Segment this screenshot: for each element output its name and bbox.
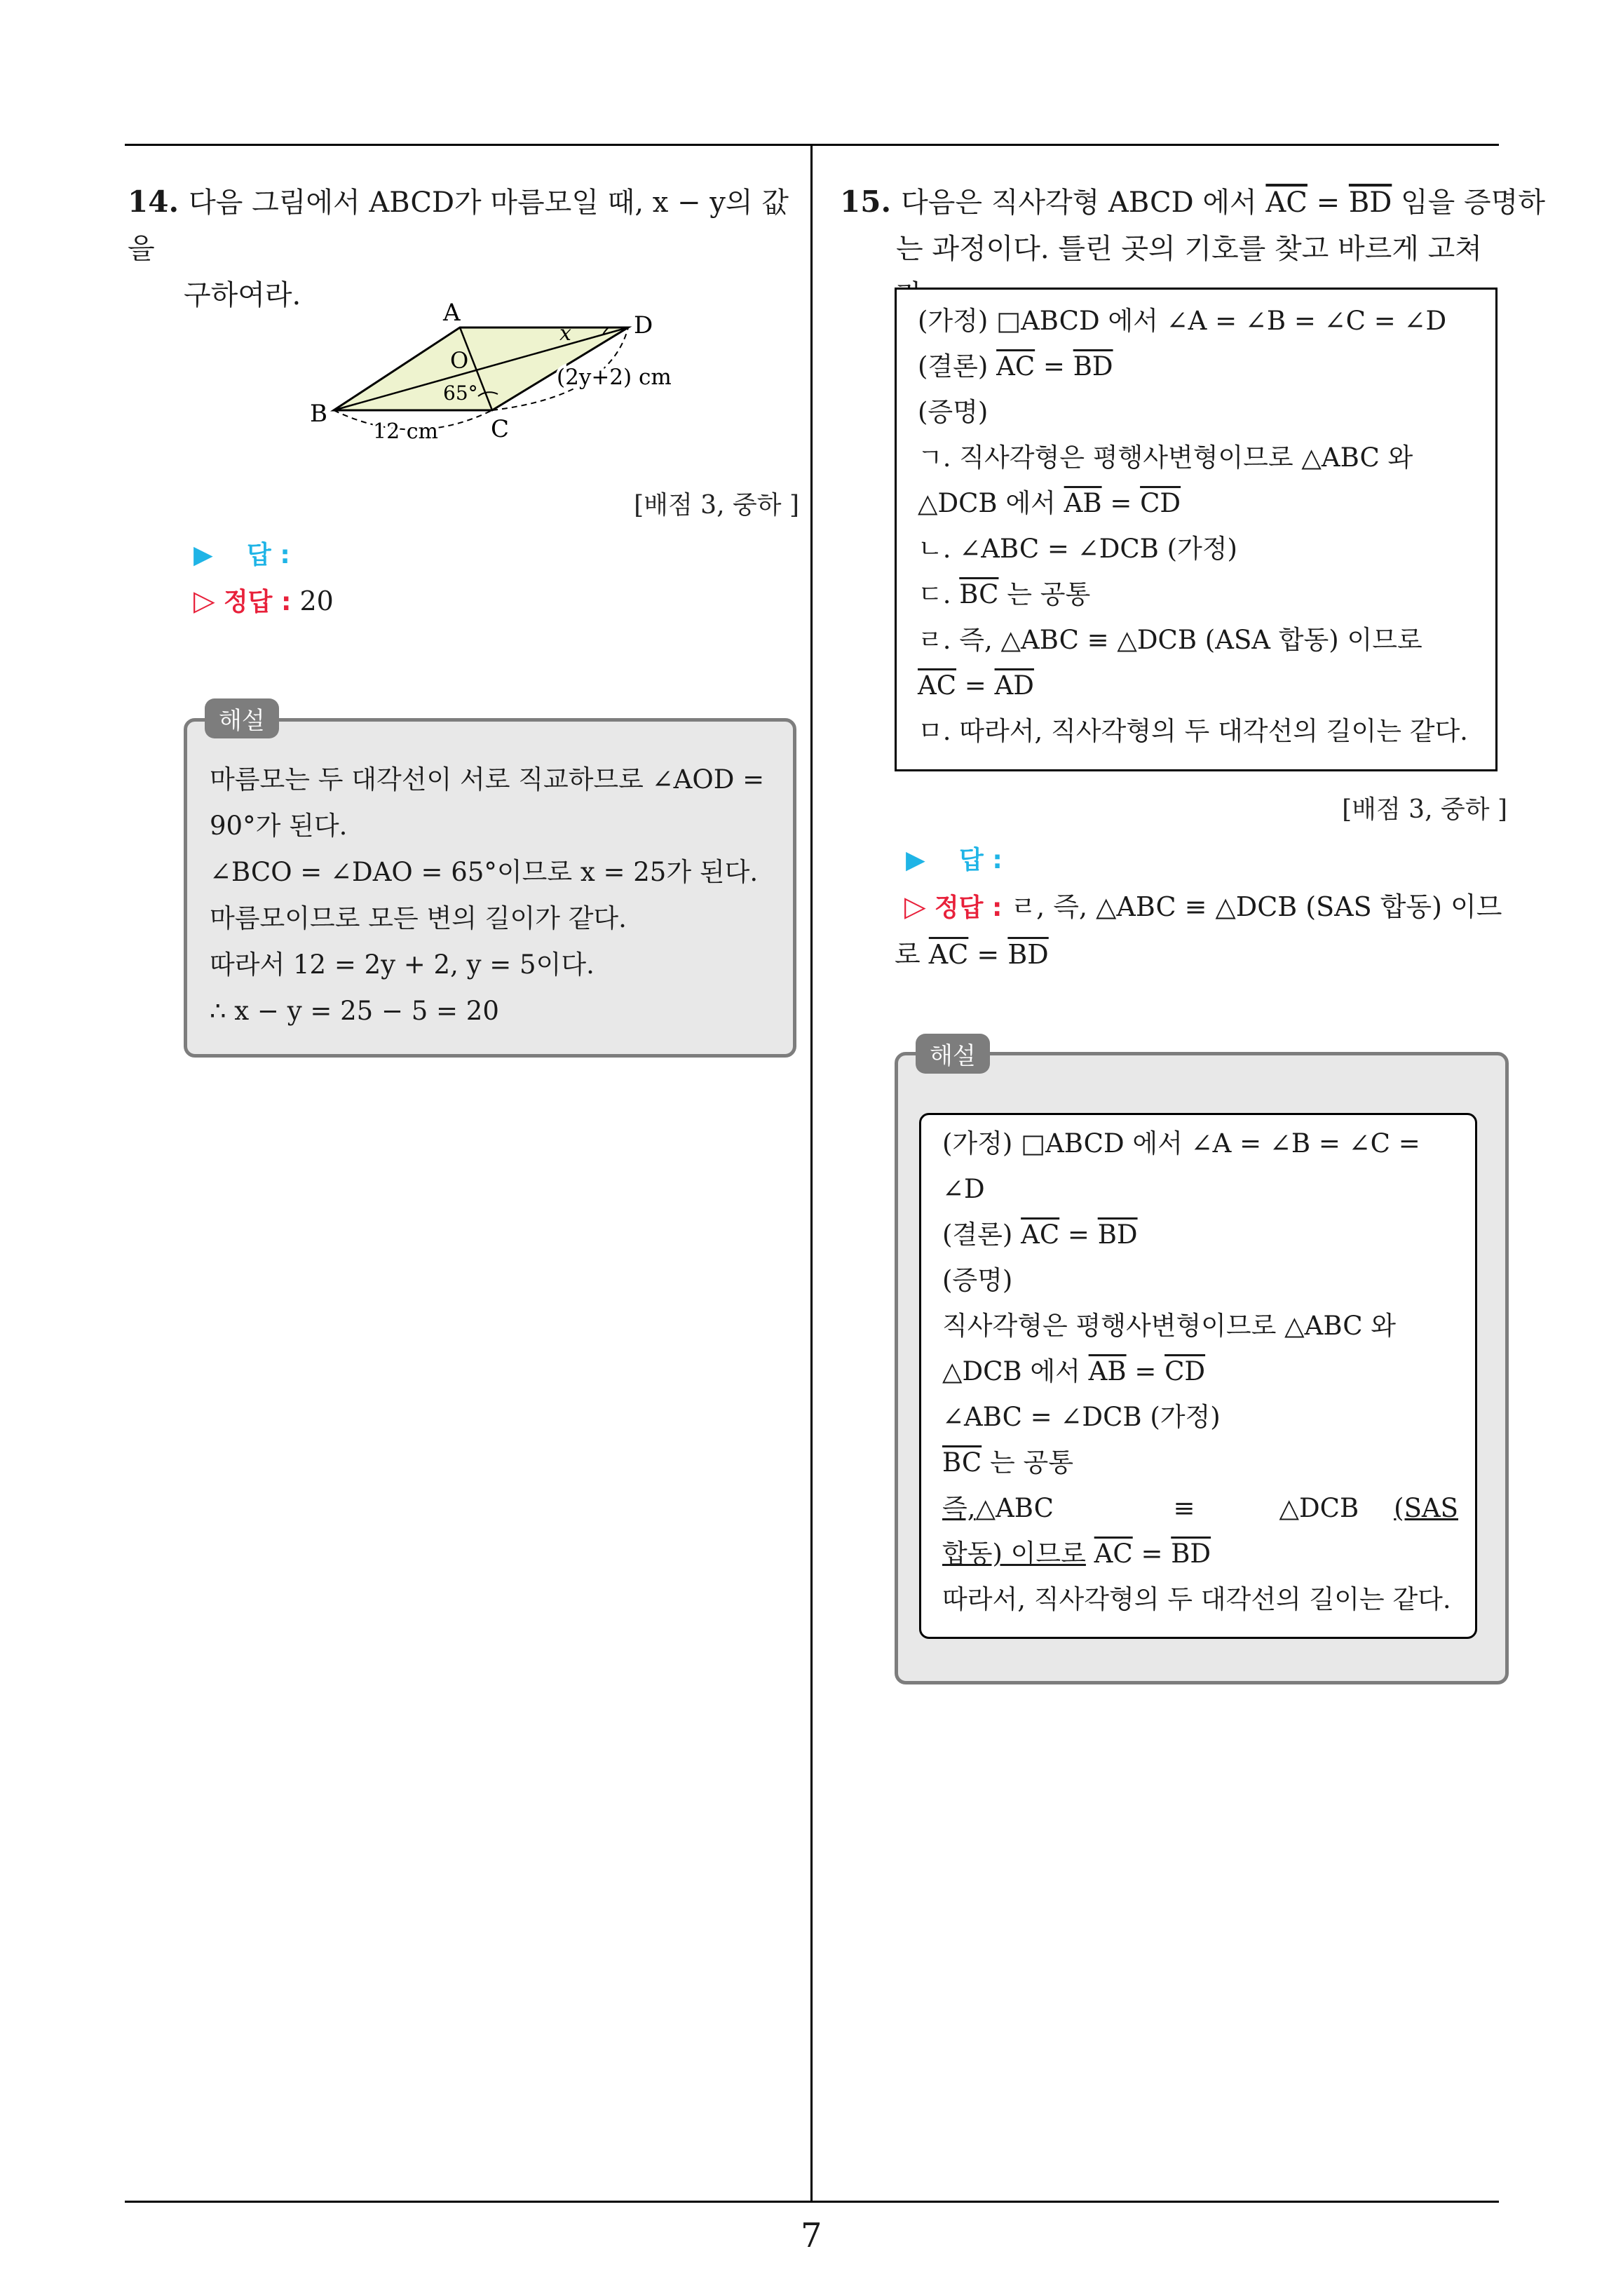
label-a: A [443, 299, 461, 327]
expl-proof-line: 합동) 이므로 $\overline{AC} = \overline{BD}$ [942, 1539, 1211, 1569]
expl-proof-line: (가정) □ABCD 에서 ∠A = ∠B = ∠C = [942, 1128, 1420, 1159]
page-number: 7 [801, 2216, 822, 2255]
q14-correct-row [193, 576, 334, 627]
q15-number: 15. [840, 184, 892, 219]
expl-proof-line: 직사각형은 평행사변형이므로 △ABC 와 [942, 1311, 1397, 1341]
q15-answer-row [906, 835, 1003, 885]
q14-expl-line: ∠BCO = ∠DAO = 65°이므로 x = 25가 된다. [210, 857, 759, 887]
expl-proof-line: 따라서, 직사각형의 두 대각선의 길이는 같다. [942, 1584, 1451, 1614]
q14-answer-row [193, 529, 290, 580]
q15-score: [배점 3, 중하 ] [1342, 795, 1507, 824]
expl-proof-line: (결론) $\overline{AC} = \overline{BD}$ [942, 1220, 1138, 1250]
proof-line: ㅁ. 따라서, 직사각형의 두 대각선의 길이는 같다. [918, 716, 1468, 746]
q14-expl-line: 마름모는 두 대각선이 서로 직교하므로 ∠AOD = [210, 764, 765, 795]
label-o: O [450, 347, 469, 374]
proof-line: (가정) □ABCD 에서 ∠A = ∠B = ∠C = ∠D [918, 306, 1447, 336]
q14-correct-value: 20 [299, 586, 334, 616]
expl-proof-line: ∠ABC = ∠DCB (가정) [942, 1402, 1221, 1432]
q15-proof-box [895, 288, 1498, 771]
correct-triangle-icon: ▷ [904, 891, 926, 923]
expl-proof-line: ∠D [942, 1174, 985, 1204]
q14-number: 14. [128, 184, 179, 219]
expl-proof-line: 즉, △ABC ≡ △DCB (SAS [942, 1493, 1458, 1523]
expl-proof-line: △DCB 에서 $\overline{AB} = \overline{CD}$ [942, 1356, 1206, 1386]
q15-correct-row [904, 882, 1502, 933]
q14-answer-label: 답 : [247, 541, 290, 569]
label-c: C [491, 415, 510, 443]
q15-explanation-inner-box [919, 1113, 1477, 1639]
bottom-rule [125, 2201, 1499, 2203]
q14-expl-line: 따라서 12 = 2y + 2, y = 5이다. [210, 950, 595, 980]
label-cd-length: (2y+2) cm [557, 365, 672, 390]
q14-expl-line: 90°가 된다. [210, 811, 348, 841]
q15-correct-label: 정답 : [934, 893, 1003, 922]
q14-correct-label: 정답 : [223, 588, 292, 616]
q14-rhombus-figure [294, 291, 687, 445]
expl-proof-line: (증명) [942, 1265, 1013, 1295]
label-x: x [559, 321, 571, 346]
q15-correct-value: ㄹ, 즉, △ABC ≡ △DCB (SAS 합동) 이므 [1010, 891, 1502, 922]
proof-line: ㄴ. ∠ABC = ∠DCB (가정) [918, 534, 1237, 564]
q14-text-line1: 14. 다음 그림에서 ABCD가 마름모일 때, x − y의 값을 [128, 184, 789, 265]
q14-score: [배점 3, 중하 ] [634, 491, 799, 520]
q14-explanation-box [184, 718, 796, 1058]
answer-triangle-icon: ▶ [193, 541, 213, 569]
proof-line: ㄱ. 직사각형은 평행사변형이므로 △ABC 와 [918, 443, 1413, 473]
proof-line: △DCB 에서 $\overline{AB} = \overline{CD}$ [918, 488, 1181, 518]
label-65: 65° [443, 381, 478, 405]
expl-proof-line: $\overline{BC}$ 는 공통 [942, 1447, 1073, 1478]
proof-line: $\overline{AC} = \overline{AD}$ [918, 670, 1034, 701]
q14-explanation-text [210, 757, 785, 1034]
q14-expl-line: 마름모이므로 모든 변의 길이가 같다. [210, 903, 627, 933]
q14-text-line2: 구하여라. [184, 279, 301, 311]
proof-line: (결론) $\overline{AC} = \overline{BD}$ [918, 351, 1113, 381]
correct-triangle-icon: ▷ [193, 585, 215, 617]
proof-line: ㄷ. $\overline{BC}$ 는 공통 [918, 579, 1091, 609]
q14-expl-line: ∴ x − y = 25 − 5 = 20 [210, 996, 499, 1026]
proof-line: (증명) [918, 397, 989, 427]
column-divider [810, 144, 813, 2201]
label-d: D [634, 311, 653, 339]
q15-explanation-tab: 해설 [916, 1034, 990, 1074]
q15-answer-label: 답 : [959, 846, 1003, 874]
label-bc-length: 12 cm [373, 419, 438, 444]
q15-text-line1: 15. 다음은 직사각형 ABCD 에서 $\overline{AC} = \overline{BD}$ 임을 증명하 [840, 184, 1545, 219]
q15-text-line2: 는 과정이다. 틀린 곳의 기호를 찾고 바르게 고쳐 [896, 233, 1482, 265]
proof-line: ㄹ. 즉, △ABC ≡ △DCB (ASA 합동) 이므로 [918, 625, 1422, 655]
q15-explanation-box [895, 1052, 1509, 1684]
label-b: B [310, 400, 327, 428]
q15-correct-row-2: 로 $\overline{AC} = \overline{BD}$ [895, 939, 1049, 970]
answer-triangle-icon: ▶ [906, 846, 925, 874]
q14-explanation-tab: 해설 [205, 698, 279, 738]
